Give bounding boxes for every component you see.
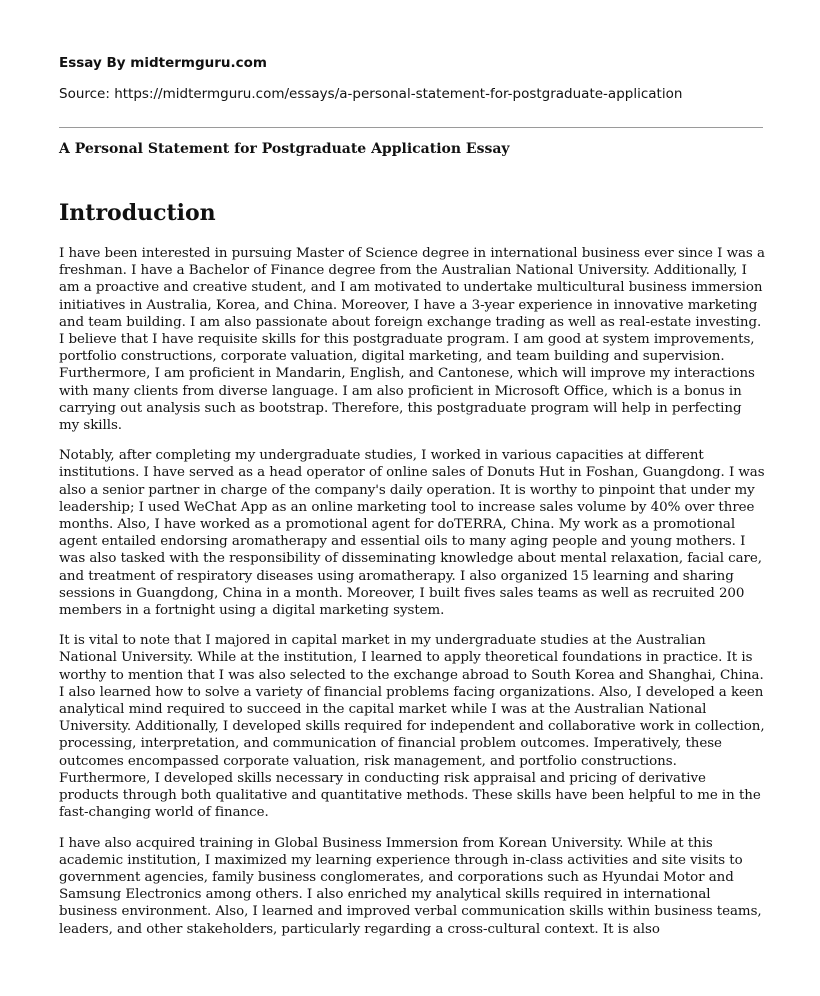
paragraph-3: It is vital to note that I majored in capital market in my undergraduate studies at the Australian National University. While at the institution, I learned to apply theoretical foundations in practice. It is worthy to mention that I was also selected to the exchange abroad to South Korea and Shanghai, China. I also learned how to solve a variety of financial problems facing organizations. Also, I developed a keen analytical mind required to succeed in the capital market while I was at the Australian National University. Additionally, I developed skills required for independent and collaborative work in collection, processing, interpretation, and communication of financial problem outcomes. Imperatively, these outcomes encompassed corporate valuation, risk management, and portfolio constructions. Furthermore, I developed skills necessary in conducting risk appraisal and pricing of derivative products through both qualitative and quantitative methods. These skills have been helpful to me in the fast-changing world of finance.: [59, 633, 765, 821]
paragraph-2: Notably, after completing my undergraduate studies, I worked in various capacities at different institutions. I have served as a head operator of online sales of Donuts Hut in Foshan, Guangdong. I was also a senior partner in charge of the company's daily operation. It is worthy to pinpoint that under my leadership; I used WeChat App as an online marketing tool to increase sales volume by 40% over three months. Also, I have worked as a promotional agent for doTERRA, China. My work as a promotional agent entailed endorsing aromatherapy and essential oils to many aging people and young mothers. I was also tasked with the responsibility of disseminating knowledge about mental relaxation, facial care, and treatment of respiratory diseases using aromatherapy. I also organized 15 learning and sharing sessions in Guangdong, China in a month. Moreover, I built fives sales teams as well as recruited 200 members in a fortnight using a digital marketing system.: [59, 448, 765, 619]
essay-body: [59, 245, 765, 951]
essay-by-line: Essay By midtermguru.com: [59, 55, 267, 71]
paragraph-1: I have been interested in pursuing Master of Science degree in international business ever since I was a freshman. I have a Bachelor of Finance degree from the Australian National University. Additionally, I am a proactive and creative student, and I am motivated to undertake multicultural business immersion initiatives in Australia, Korea, and China. Moreover, I have a 3-year experience in innovative marketing and team building. I am also passionate about foreign exchange trading as well as real-estate investing. I believe that I have requisite skills for this postgraduate program. I am good at system improvements, portfolio constructions, corporate valuation, digital marketing, and team building and supervision. Furthermore, I am proficient in Mandarin, English, and Cantonese, which will improve my interactions with many clients from diverse language. I am also proficient in Microsoft Office, which is a bonus in carrying out analysis such as bootstrap. Therefore, this postgraduate program will help in perfecting my skills.: [59, 246, 765, 434]
section-heading: Introduction: [59, 200, 216, 226]
paragraph-4: I have also acquired training in Global Business Immersion from Korean University. While at this academic institution, I maximized my learning experience through in-class activities and site visits to government agencies, family business conglomerates, and corporations such as Hyundai Motor and Samsung Electronics among others. I also enriched my analytical skills required in international business environment. Also, I learned and improved verbal communication skills within business teams, leaders, and other stakeholders, particularly regarding a cross-cultural context. It is also: [59, 835, 762, 937]
source-line: Source: https://midtermguru.com/essays/a-personal-statement-for-postgraduate-application: [59, 86, 683, 102]
header-divider: [59, 127, 763, 128]
document-title: A Personal Statement for Postgraduate Application Essay: [59, 141, 510, 157]
